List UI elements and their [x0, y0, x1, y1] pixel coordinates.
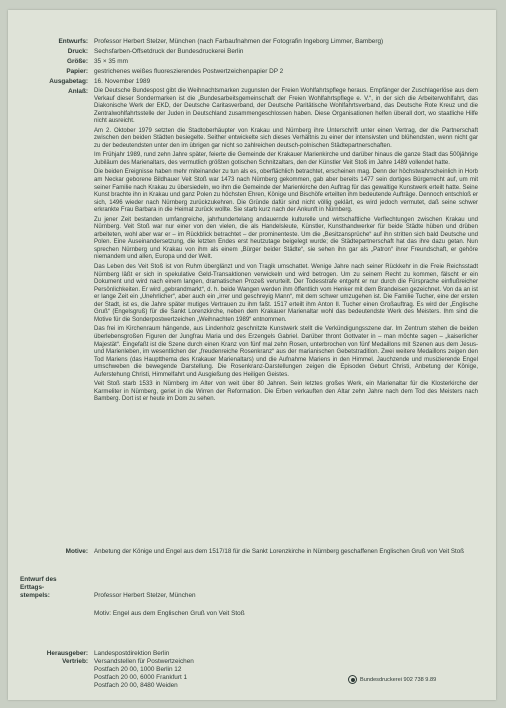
footer-line: Postfach 20 00, 8480 Weiden — [94, 682, 178, 689]
footer-line: Postfach 20 00, 6000 Frankfurt 1 — [94, 674, 188, 681]
stamp-info-sheet — [8, 10, 496, 700]
herausgeber-label: Herausgeber: — [46, 650, 88, 657]
motive-label: Motive: — [65, 548, 88, 555]
stempel-label-line: Entwurf des — [20, 576, 57, 583]
printer-text: Bundesdruckerei 902 738 9.89 — [360, 676, 437, 683]
druck-value: Sechsfarben-Offsetdruck der Bundesdruckerei Berlin — [94, 48, 244, 55]
druck-label: Druck: — [67, 48, 88, 55]
anlass-paragraph: Im Frühjahr 1989, rund zehn Jahre später, feierte die Gemeinde der Krakauer Marienkirche und darüber hinaus die ganze Stadt das 500jährige Jubiläum des Marienaltars, des vermutlich größten gotischen Schnitzaltars, den der Künstler Veit Stoß im Jahre 1489 vollendet hatte. — [94, 152, 478, 166]
bundesdruckerei-logo-icon — [348, 675, 357, 684]
stempel-label-line: Erttags- — [20, 584, 45, 591]
footer-label — [8, 650, 88, 666]
papier-value: gestrichenes weißes fluoreszierendes Postwertzeichenpapier DP 2 — [94, 68, 284, 75]
groesse-value: 35 × 35 mm — [94, 58, 128, 65]
printer-mark — [348, 675, 436, 684]
anlass-text — [94, 88, 478, 404]
stempel-label-line: stempels: — [20, 592, 50, 599]
anlass-paragraph: Das Leben des Veit Stoß ist von Ruhm überglänzt und von Tragik umschattet. Wenige Jahre nach seiner Rückkehr in die Freie Reichsstadt Nürnberg läßt er sich in spekulative Geld-Transaktionen verwickeln und wird betrogen. Um zu seinem Recht zu kommen, fälscht er ein Dokument und wird nach einem langen, dramatischen Prozeß verurteilt. Der Todesstrafe entgeht er nur durch die Fürsprache einflußreicher Persönlichkeiten. Er wird „gebrandmarkt“, d. h. beide Wangen werden ihm öffentlich vom Henker mit dem Brandeisen gezeichnet. Von da an ist er lange Zeit ein „Unehrlicher“, aber auch ein „irrer und geschreyig Mann“, mit dem schwer umzugehen ist. Die Familie Tucher, eine der ersten der Stadt, ist es, die Jahre später mutiges Vertrauen zu ihm faßt. 1517 erteilt ihm Anton II. Tucher einen Großauftrag. Es wird der „Englische Gruß“ (Engelsgruß) für die Sankt Lorenzkirche, neben dem Krakauer Marienaltar wohl das bedeutendste Werk des Meisters. Ihm sind die Motive für die Sonderpostwertzeichen „Weihnachten 1989“ entnommen. — [94, 264, 478, 323]
vertrieb-label: Vertrieb: — [62, 658, 88, 665]
anlass-paragraph: Die Deutsche Bundespost gibt die Weihnachtsmarken zugunsten der Freien Wohlfahrtspflege heraus. Empfänger der Zuschlagerlöse aus dem Verkauf dieser Sondermarken ist die „Bundesarbeitsgemeinschaft der Freien Wohlfahrtspflege e. V.“, in der sich die Arbeiterwohlfahrt, das Diakonische Werk der EKD, der Deutsche Caritasverband, der Deutsche Paritätische Wohlfahrtsverband, das Deutsche Rote Kreuz und die Zentralwohlfahrtsstelle der Juden in Deutschland zusammengeschlossen haben. Diese Organisationen helfen überall dort, wo staatliche Hilfe nicht ausreicht. — [94, 88, 478, 125]
groesse-label: Größe: — [67, 58, 88, 65]
anlass-paragraph: Die beiden Ereignisse haben mehr miteinander zu tun als es, oberflächlich betrachtet, erscheinen mag. Denn der höchstwahrscheinlich in Horb am Neckar geborene Bildhauer Veit Stoß war 1473 nach Nürnberg gekommen, gab aber bereits 1477 sein dortiges Bürgerrecht auf, um mit seiner Familie nach Krakau zu übersiedeln, wo ihm die Gemeinde der Marienkirche den Auftrag für das gewaltige Kunstwerk erteilt hatte. Seine Kunst brachte ihn in Krakau und ganz Polen zu höchsten Ehren, Könige und Bischöfe erteilten ihm bedeutende Aufträge. Dennoch entschloß er sich, 1496 wieder nach Nürnberg zurückzukehren. Die Gründe dafür sind nicht völlig geklärt, es wird jedoch vermutet, daß seine schwer erkrankte Frau Barbara in die Heimat zurück wollte. Sie starb kurz nach der Ankunft in Nürnberg. — [94, 169, 478, 214]
footer-line: Versandstellen für Postwertzeichen — [94, 658, 194, 665]
entwurf-label: Entwurfs: — [58, 38, 88, 45]
ausgabetag-value: 16. November 1989 — [94, 78, 151, 85]
footer-line: Landespostdirektion Berlin — [94, 650, 170, 657]
stempel-label — [20, 576, 100, 600]
footer-address — [94, 650, 194, 690]
motive-value: Anbetung der Könige und Engel aus dem 1517/18 für die Sankt Lorenzkirche in Nürnberg geschaffenen Englischen Gruß von Veit Stoß — [94, 548, 464, 555]
anlass-paragraph: Zu jener Zeit bestanden umfangreiche, jahrhundertelang andauernde kulturelle und wirtschaftliche Verflechtungen zwischen Krakau und Nürnberg. Veit Stoß war nur einer von den vielen, die als Handelsleute, Künstler, Kunsthandwerker für beide Städte hüben und drüben arbeiteten, wohl aber war er – im Rückblick betrachtet – der prominenteste. Um die „Besitzansprüche“ auf ihn stritten sich bald Deutsche und Polen. Eine Auseinandersetzung, die letzten Endes erst heutzutage beigelegt wurde; die Städtepartnerschaft hat das ihre dazu getan. Nun sprechen Nürnberg und Krakau von ihm als einem „Bürger beider Städte“, sie sehen ihn gar als „Patron“ ihrer Freundschaft, er gehöre niemandem und allen, Europa und der Welt. — [94, 216, 478, 261]
anlass-paragraph: Das frei im Kirchenraum hängende, aus Lindenholz geschnitzte Kunstwerk stellt die Verkündigungsszene dar. Im Zentrum stehen die beiden überlebensgroßen Figuren der Jungfrau Maria und des Erzengels Gabriel. Darüber thront Gottvater in – man möchte sagen – „kaiserlicher Majestät“. Eingefaßt ist die Szene durch einen Kranz von fünf mal zehn Rosen, unterbrochen von fünf Medaillons mit Szenen aus dem Jesus- und Marienleben, im wesentlichen der „freudenreiche Rosenkranz“ aus der marianischen Gebetstradition. Zwei weitere Medaillons zeigen den Tod Mariens (das Hauptthema des Krakauer Marienaltars) und die Aufnahme Mariens in den Himmel. Jauchzende und musizierende Engel umschweben die bewegende Darstellung. Die Rosenkranz-Darstellungen zeigen die Episoden Geburt Christi, Anbetung der Könige, Auferstehung Christi, Himmelfahrt und Ausgießung des Heiligen Geistes. — [94, 326, 478, 378]
papier-label: Papier: — [66, 68, 88, 75]
anlass-paragraph: Veit Stoß starb 1533 in Nürnberg im Alter von weit über 80 Jahren. Sein letztes großes Werk, ein Marienaltar für die Klosterkirche der Karmeliter in Nürnberg, geriet in die Wirren der Reformation. Die Erben verkauften den Altar zehn Jahre nach dem Tod des Meisters nach Bamberg. Dort ist er heute im Dom zu sehen. — [94, 381, 478, 403]
anlass-label: Anlaß: — [68, 88, 88, 95]
footer-line: Postfach 20 00, 1000 Berlin 12 — [94, 666, 182, 673]
stempel-designer: Professor Herbert Stelzer, München — [94, 592, 196, 599]
entwurf-value: Professor Herbert Stelzer, München (nach Farbaufnahmen der Fotografin Ingeborg Limmer, Bamberg) — [94, 38, 384, 45]
ausgabetag-label: Ausgabetag: — [49, 78, 88, 85]
anlass-paragraph: Am 2. Oktober 1979 setzten die Stadtoberhäupter von Krakau und Nürnberg ihre Unterschrift unter einen Vertrag, der die Partnerschaft zwischen den beiden Städten besiegelte. Seither entwickelte sich dieses Verhältnis zu einer der intensivsten und blühendsten, wenn nicht gar zu der bedeutendsten unter den im übrigen gar nicht so zahlreichen deutsch-polnischen Städtepartnerschaften. — [94, 127, 478, 149]
stempel-motiv: Motiv: Engel aus dem Englischen Gruß von Veit Stoß — [94, 610, 245, 617]
